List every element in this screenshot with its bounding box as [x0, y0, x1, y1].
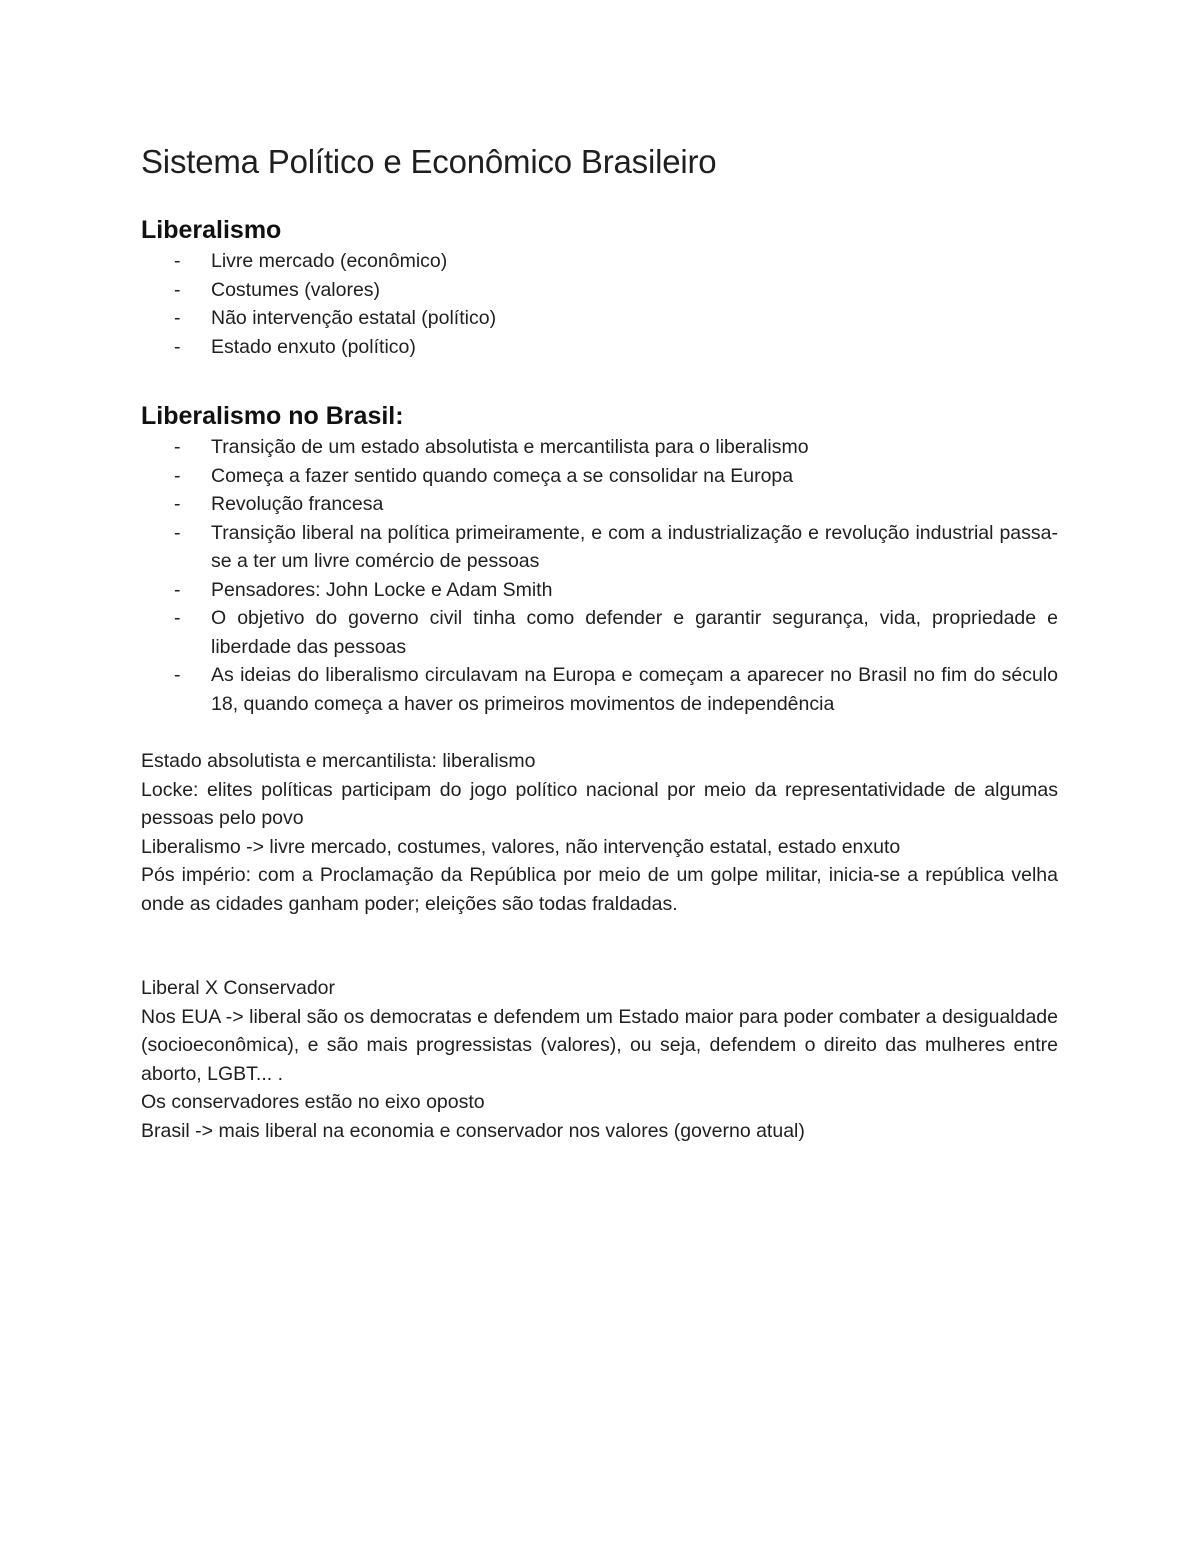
list-item-text: As ideias do liberalismo circulavam na Europa e começam a aparecer no Brasil no fim do século 18, quando começa a haver os primeiros movimentos de independência: [211, 664, 1058, 715]
list-item: [141, 276, 1058, 305]
dash-bullet: -: [174, 250, 181, 272]
section-heading-liberalismo: Liberalismo: [141, 216, 282, 244]
bullet-list-liberalismo-no-brasil: [141, 433, 1058, 718]
notes-block-2: [141, 974, 1058, 1145]
list-item-text: Revolução francesa: [211, 493, 384, 515]
paragraph: Brasil -> mais liberal na economia e conservador nos valores (governo atual): [141, 1119, 805, 1142]
list-item: [141, 519, 1058, 576]
dash-bullet: -: [174, 278, 181, 301]
list-item: [141, 462, 1058, 491]
page-title: Sistema Político e Econômico Brasileiro: [141, 143, 717, 180]
dash-bullet: -: [174, 578, 181, 601]
list-item-text: Transição liberal na política primeiramente, e com a industrialização e revolução industrial passa-se a ter um livre comércio de pessoas: [211, 521, 1058, 572]
dash-bullet: -: [174, 521, 181, 544]
dash-bullet: -: [174, 664, 181, 686]
paragraph: Liberal X Conservador: [141, 977, 336, 999]
list-item: [141, 576, 1058, 605]
list-item-text: Livre mercado (econômico): [211, 250, 448, 272]
dash-bullet: -: [174, 307, 181, 329]
list-item: [141, 247, 1058, 276]
list-item-text: Costumes (valores): [211, 278, 381, 301]
document-body: [141, 138, 1058, 1145]
list-item: [141, 304, 1058, 333]
paragraph: Os conservadores estão no eixo oposto: [141, 1091, 485, 1113]
list-item-text: O objetivo do governo civil tinha como defender e garantir segurança, vida, propriedade e liberdade das pessoas: [211, 607, 1058, 658]
list-item-text: Pensadores: John Locke e Adam Smith: [211, 578, 553, 601]
dash-bullet: -: [174, 464, 181, 487]
list-item: [141, 661, 1058, 718]
list-item: [141, 490, 1058, 519]
paragraph: Locke: elites políticas participam do jogo político nacional por meio da representatividade de algumas pessoas pelo povo: [141, 778, 1058, 829]
paragraph: Liberalismo -> livre mercado, costumes, valores, não intervenção estatal, estado enxuto: [141, 835, 901, 858]
paragraph: Pós império: com a Proclamação da República por meio de um golpe militar, inicia-se a república velha onde as cidades ganham poder; eleições são todas fraldadas.: [141, 864, 1058, 915]
paragraph: Nos EUA -> liberal são os democratas e defendem um Estado maior para poder combater a desigualdade (socioeconômica), e são mais progressistas (valores), ou seja, defendem o direito das mulheres entre aborto, LGBT... .: [141, 1005, 1058, 1085]
notes-block-1: [141, 747, 1058, 918]
list-item-text: Estado enxuto (político): [211, 335, 416, 358]
dash-bullet: -: [174, 607, 181, 629]
list-item: [141, 333, 1058, 362]
list-item-text: Transição de um estado absolutista e mercantilista para o liberalismo: [211, 436, 809, 458]
dash-bullet: -: [174, 493, 181, 515]
paragraph: Estado absolutista e mercantilista: liberalismo: [141, 750, 536, 772]
dash-bullet: -: [174, 436, 181, 458]
section-heading-liberalismo-no-brasil: Liberalismo no Brasil:: [141, 402, 404, 430]
dash-bullet: -: [174, 335, 181, 358]
list-item-text: Não intervenção estatal (político): [211, 307, 497, 329]
bullet-list-liberalismo: [141, 247, 1058, 361]
list-item: [141, 604, 1058, 661]
list-item-text: Começa a fazer sentido quando começa a se consolidar na Europa: [211, 464, 794, 487]
list-item: [141, 433, 1058, 462]
